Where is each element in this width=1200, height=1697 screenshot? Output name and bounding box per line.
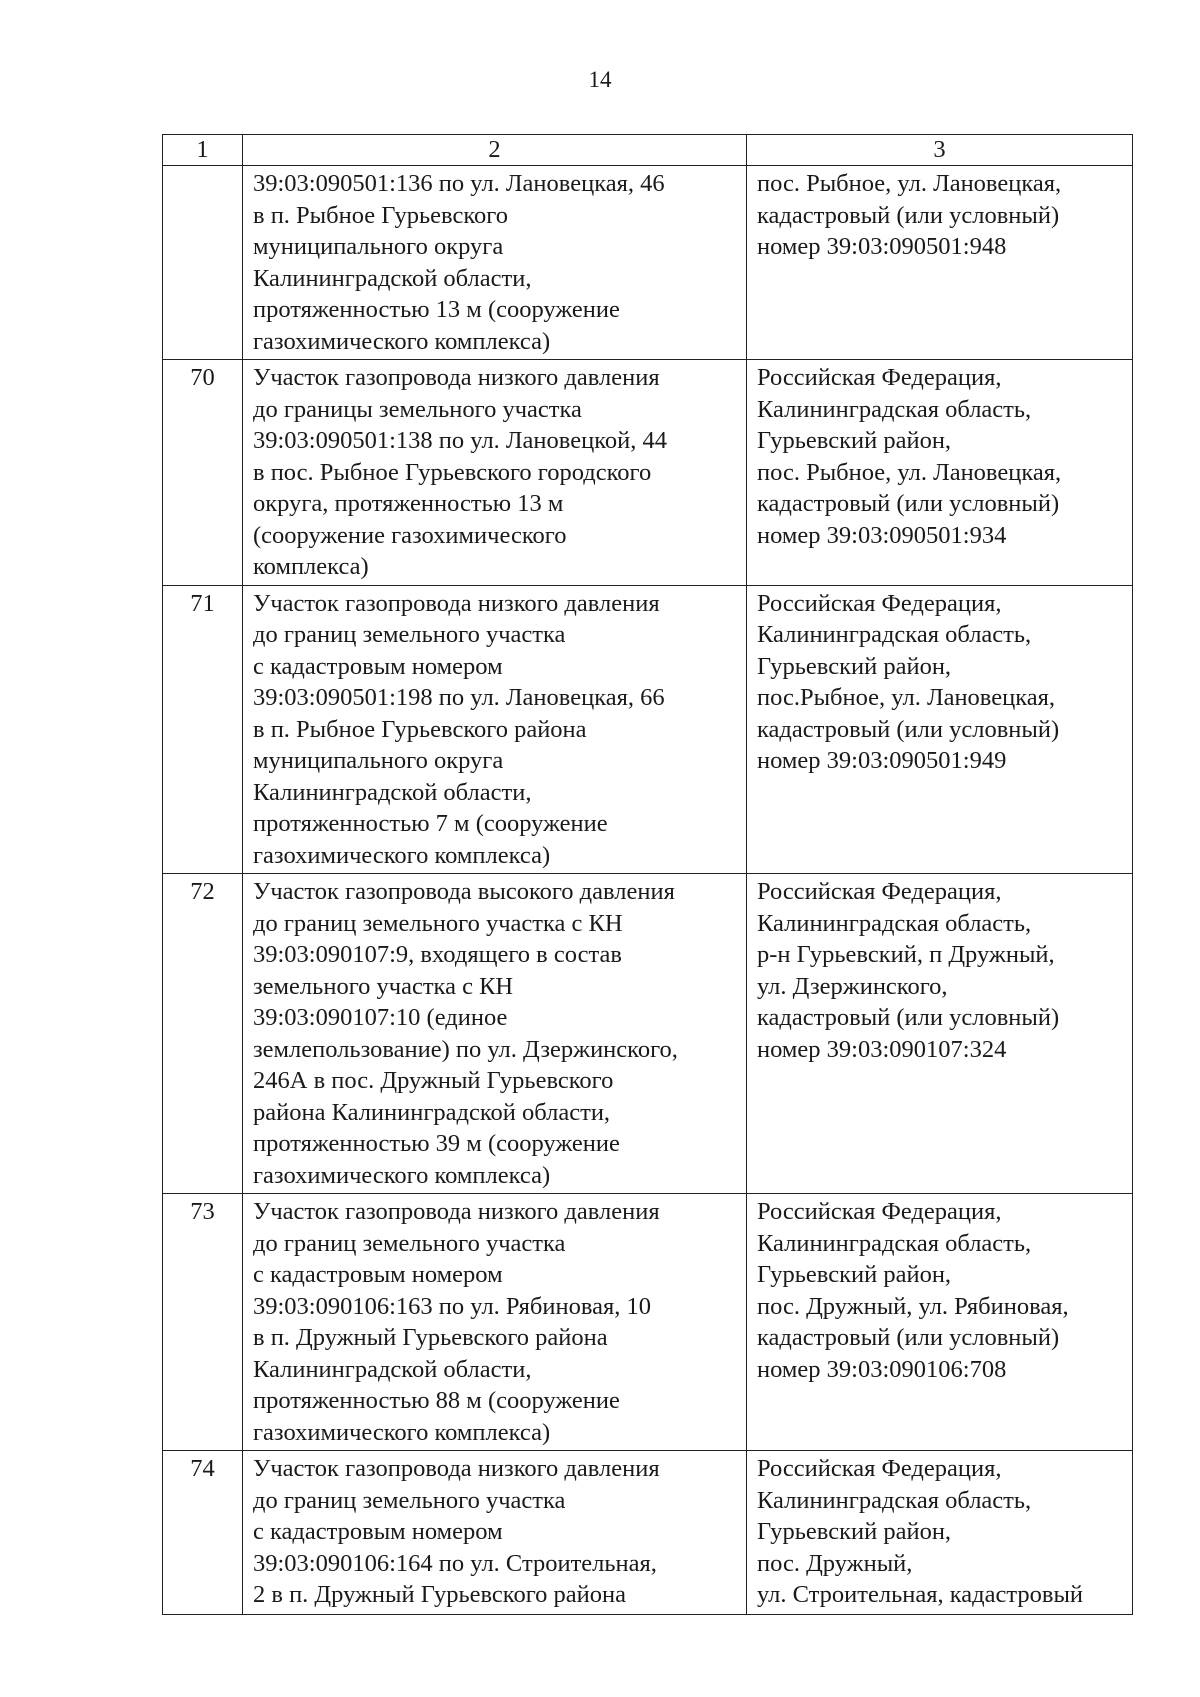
owner-line: Гурьевский район, [757, 1261, 952, 1288]
description-line: 39:03:090501:198 по ул. Лановецкая, 66 [253, 684, 665, 711]
description-line: протяженностью 39 м (сооружение [253, 1130, 620, 1157]
description-line: 246А в пос. Дружный Гурьевского [253, 1067, 614, 1094]
owner-line: Российская Федерация, [757, 878, 1002, 905]
description-line: Участок газопровода низкого давления [253, 1455, 660, 1482]
owner-line: пос. Рыбное, ул. Лановецкая, [757, 170, 1062, 197]
owner-line: ул. Дзержинского, [757, 972, 948, 1000]
owner-line: пос. Дружный, ул. Рябиновая, [757, 1292, 1069, 1320]
description-line: Калининградской области, [253, 778, 532, 806]
description-line: в п. Рыбное Гурьевского района [253, 715, 587, 743]
row-number [163, 166, 243, 360]
description-line: 39:03:090501:138 по ул. Лановецкой, 44 [253, 427, 667, 454]
description-line: с кадастровым номером [253, 1261, 503, 1288]
description-line: газохимического комплекса) [253, 327, 551, 355]
owner-line: пос.Рыбное, ул. Лановецкая, [757, 684, 1056, 711]
description-line: до границы земельного участка [253, 395, 582, 423]
owner-line: Калининградская область, [757, 909, 1032, 937]
owner-line: Калининградская область, [757, 1486, 1032, 1514]
description-line: Участок газопровода низкого давления [253, 364, 660, 391]
owner-line: кадастровый (или условный) [757, 201, 1060, 229]
description-line: Калининградской области, [253, 264, 532, 292]
description-line: протяженностью 7 м (сооружение [253, 810, 608, 837]
owner-line: ул. Строительная, кадастровый [757, 1581, 1084, 1608]
table-row [163, 874, 1133, 1194]
row-number: 74 [163, 1451, 243, 1615]
description-line: Калининградской области, [253, 1355, 532, 1383]
description-line: газохимического комплекса) [253, 1418, 551, 1446]
description-line: 2 в п. Дружный Гурьевского района [253, 1581, 627, 1608]
description-line: протяженностью 13 м (сооружение [253, 296, 620, 323]
object-description [243, 360, 747, 586]
description-line: (сооружение газохимического [253, 521, 567, 549]
owner-line: пос. Рыбное, ул. Лановецкая, [757, 458, 1062, 486]
owner-line: р-н Гурьевский, п Дружный, [757, 941, 1055, 968]
description-line: Участок газопровода низкого давления [253, 589, 660, 617]
table-row [163, 1194, 1133, 1451]
description-line: Участок газопровода высокого давления [253, 878, 675, 905]
description-line: землепользование) по ул. Дзержинского, [253, 1035, 678, 1063]
owner-line: Калининградская область, [757, 621, 1032, 648]
object-description [243, 1194, 747, 1451]
owner-line: Калининградская область, [757, 395, 1032, 423]
table-row [163, 360, 1133, 586]
description-line: газохимического комплекса) [253, 841, 551, 869]
owner-address [747, 1451, 1133, 1615]
description-line: до границ земельного участка [253, 1229, 566, 1257]
owner-line: Калининградская область, [757, 1229, 1032, 1257]
description-line: Участок газопровода низкого давления [253, 1198, 660, 1225]
description-line: в пос. Рыбное Гурьевского городского [253, 458, 652, 486]
owner-line: Гурьевский район, [757, 652, 952, 680]
owner-address [747, 166, 1133, 360]
owner-line: Российская Федерация, [757, 589, 1002, 617]
owner-line: пос. Дружный, [757, 1549, 913, 1577]
owner-address [747, 1194, 1133, 1451]
row-number: 71 [163, 585, 243, 874]
description-line: комплекса) [253, 553, 369, 580]
owner-line: кадастровый (или условный) [757, 715, 1060, 743]
owner-line: Гурьевский район, [757, 427, 952, 454]
description-line: в п. Рыбное Гурьевского [253, 201, 508, 229]
description-line: с кадастровым номером [253, 1518, 503, 1545]
owner-line: номер 39:03:090501:949 [757, 747, 1007, 774]
table-row [163, 166, 1133, 360]
description-line: муниципального округа [253, 747, 504, 774]
description-line: земельного участка с КН [253, 972, 514, 1000]
row-number: 73 [163, 1194, 243, 1451]
description-line: протяженностью 88 м (сооружение [253, 1387, 620, 1414]
owner-address [747, 585, 1133, 874]
object-description [243, 874, 747, 1194]
owner-address [747, 874, 1133, 1194]
description-line: до границ земельного участка [253, 621, 566, 648]
description-line: 39:03:090107:9, входящего в состав [253, 941, 622, 968]
description-line: 39:03:090107:10 (единое [253, 1004, 508, 1031]
column-header-1: 1 [163, 135, 243, 166]
owner-line: Российская Федерация, [757, 1455, 1002, 1482]
row-number: 70 [163, 360, 243, 586]
owner-line: кадастровый (или условный) [757, 490, 1060, 517]
table-row [163, 585, 1133, 874]
registry-table [162, 134, 1133, 1615]
column-header-2: 2 [243, 135, 747, 166]
description-line: в п. Дружный Гурьевского района [253, 1324, 608, 1351]
description-line: 39:03:090106:164 по ул. Строительная, [253, 1549, 657, 1577]
object-description [243, 585, 747, 874]
description-line: до границ земельного участка с КН [253, 909, 623, 937]
description-line: с кадастровым номером [253, 652, 503, 680]
description-line: муниципального округа [253, 233, 504, 260]
table-header [163, 135, 1133, 166]
column-header-3: 3 [747, 135, 1133, 166]
owner-line: кадастровый (или условный) [757, 1004, 1060, 1031]
description-line: 39:03:090106:163 по ул. Рябиновая, 10 [253, 1292, 651, 1320]
owner-line: номер 39:03:090501:948 [757, 233, 1007, 260]
owner-line: Гурьевский район, [757, 1518, 952, 1545]
row-number: 72 [163, 874, 243, 1194]
owner-line: номер 39:03:090501:934 [757, 521, 1007, 549]
owner-address [747, 360, 1133, 586]
owner-line: номер 39:03:090107:324 [757, 1035, 1007, 1063]
table-row [163, 1451, 1133, 1615]
description-line: до границ земельного участка [253, 1486, 566, 1514]
header-row [163, 135, 1133, 166]
owner-line: Российская Федерация, [757, 364, 1002, 391]
description-line: 39:03:090501:136 по ул. Лановецкая, 46 [253, 170, 665, 197]
owner-line: Российская Федерация, [757, 1198, 1002, 1225]
page-number: 14 [588, 67, 612, 92]
table-body [163, 166, 1133, 1615]
description-line: округа, протяженностью 13 м [253, 490, 564, 517]
owner-line: кадастровый (или условный) [757, 1324, 1060, 1351]
object-description [243, 1451, 747, 1615]
object-description [243, 166, 747, 360]
owner-line: номер 39:03:090106:708 [757, 1355, 1007, 1383]
description-line: газохимического комплекса) [253, 1161, 551, 1189]
description-line: района Калининградской области, [253, 1098, 611, 1126]
